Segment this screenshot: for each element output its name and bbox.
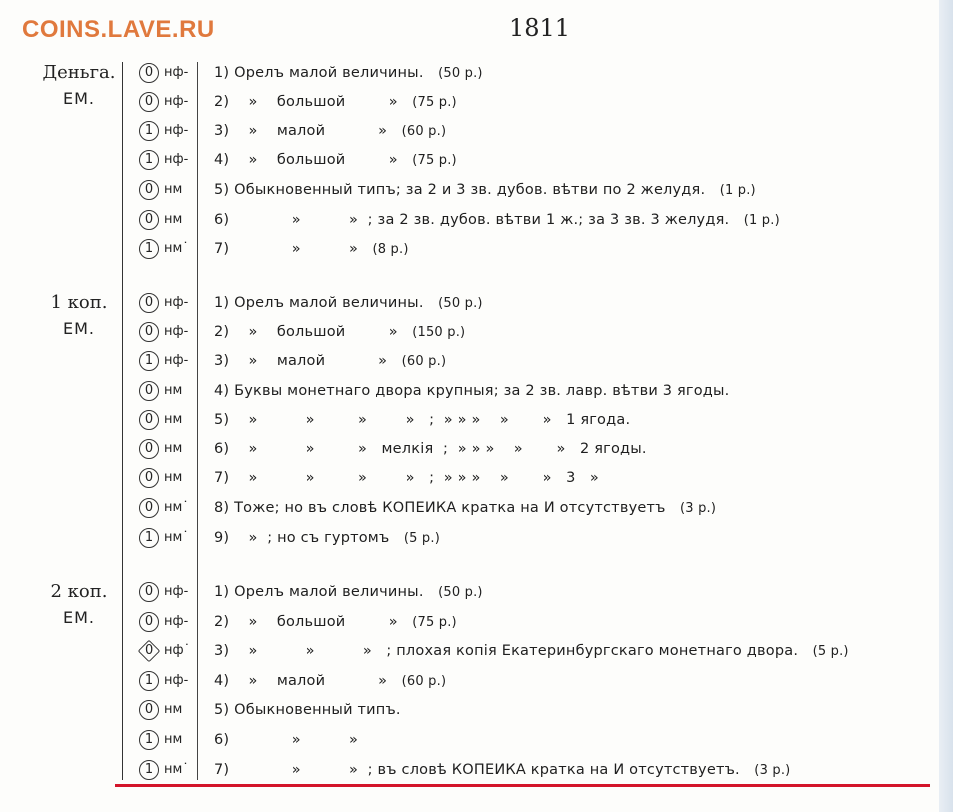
rarity-value: 0: [144, 470, 154, 485]
rarity-diamond-badge: [138, 640, 161, 663]
entry-text: 5) Обыкновенный типъ.: [214, 702, 401, 718]
rarity-circle-badge: [139, 700, 159, 720]
rarity-value: 0: [144, 584, 154, 599]
rarity-circle-badge: [139, 439, 159, 459]
rarity-value: 1: [144, 123, 154, 138]
entry-text: 5) » » » » ; » » » » » 1 ягода.: [214, 412, 631, 428]
rarity-value: 0: [144, 441, 154, 456]
entry-text: 9) » ; но съ гуртомъ: [214, 530, 390, 546]
catalog-entry: [136, 759, 936, 787]
entry-text: 1) Орелъ малой величины.: [214, 65, 424, 81]
rarity-value: 1: [144, 762, 154, 777]
entry-text: 7) » » » » ; » » » » » 3 »: [214, 470, 600, 486]
entry-code: нм: [164, 470, 183, 485]
entry-description: [214, 238, 409, 261]
entry-price: (1 р.): [743, 213, 780, 228]
entry-code: нм˙: [164, 762, 189, 777]
rarity-value: 0: [144, 702, 154, 717]
entry-text: 4) » малой »: [214, 673, 388, 689]
entry-code: нм: [164, 441, 183, 456]
rarity-circle-badge: [139, 528, 159, 548]
entry-description: [214, 409, 630, 431]
rarity-circle-badge: [139, 671, 159, 691]
entry-code: нм: [164, 383, 183, 398]
entry-code: нф-: [164, 353, 189, 368]
rarity-value: 0: [144, 94, 154, 109]
rarity-circle-badge: [139, 410, 159, 430]
entry-text: 3) » малой »: [214, 353, 388, 369]
left-rule: [122, 62, 123, 780]
entry-description: [214, 91, 457, 114]
entry-price: (60 р.): [401, 124, 447, 139]
catalog-entry: [136, 640, 936, 668]
catalog-entry: [136, 527, 936, 555]
entry-code: нф-: [164, 123, 189, 138]
entry-price: (75 р.): [412, 153, 457, 168]
catalog-entry: [136, 62, 936, 90]
entry-text: 6) » » » мелкія ; » » » » » 2 ягоды.: [214, 441, 647, 457]
entry-description: [214, 759, 790, 782]
entry-price: (5 р.): [812, 644, 849, 659]
entry-price: (50 р.): [438, 66, 483, 81]
section-mint: ЕМ.: [63, 608, 95, 627]
catalog-entry: [136, 380, 936, 408]
catalog-entry: [136, 179, 936, 207]
entry-description: [214, 292, 483, 315]
rarity-circle-badge: [139, 293, 159, 313]
entry-text: 3) » » » ; плохая копія Екатеринбургскаго монетнаго двора.: [214, 643, 799, 659]
entry-code: нм: [164, 212, 183, 227]
red-underline-highlight: [115, 784, 930, 787]
rarity-value: 1: [144, 732, 154, 747]
entry-text: 5) Обыкновенный типъ; за 2 и 3 зв. дубов. вѣтви по 2 желудя.: [214, 182, 706, 198]
entry-code: нф-: [164, 94, 189, 109]
rarity-value: 0: [144, 212, 154, 227]
section-title: 2 коп.: [50, 581, 108, 602]
entry-text: 7) » » ; въ словѣ КОПЕИКА кратка на И отсутствуетъ.: [214, 762, 740, 778]
entry-code: нм: [164, 702, 183, 717]
entry-price: (3 р.): [754, 763, 791, 778]
entry-text: 2) » большой »: [214, 614, 398, 630]
rarity-circle-badge: [139, 730, 159, 750]
entry-description: [214, 120, 446, 143]
entry-description: [214, 699, 401, 721]
entry-code: нф-: [164, 324, 189, 339]
entry-description: [214, 62, 483, 85]
entry-text: 3) » малой »: [214, 123, 388, 139]
entry-description: [214, 729, 358, 751]
entry-description: [214, 149, 457, 172]
rarity-circle-badge: [139, 582, 159, 602]
rarity-circle-badge: [139, 180, 159, 200]
catalog-entry: [136, 467, 936, 495]
entry-description: [214, 497, 716, 520]
catalog-entry: [136, 350, 936, 378]
entry-description: [214, 640, 849, 663]
section-label-2kop: [40, 579, 118, 631]
entry-code: нф-: [164, 295, 189, 310]
catalog-entry: [136, 581, 936, 609]
rarity-circle-badge: [139, 612, 159, 632]
entry-text: 4) Буквы монетнаго двора крупныя; за 2 зв. лавр. вѣтви 3 ягоды.: [214, 383, 730, 399]
entry-price: (1 р.): [719, 183, 756, 198]
rarity-value: 0: [144, 643, 154, 658]
entry-text: 4) » большой »: [214, 152, 398, 168]
entry-price: (50 р.): [438, 585, 483, 600]
entry-text: 2) » большой »: [214, 94, 398, 110]
entry-description: [214, 527, 440, 550]
rarity-value: 0: [144, 383, 154, 398]
section-label-1kop: [40, 290, 118, 342]
entry-code: нм˙: [164, 530, 189, 545]
catalog-entry: [136, 149, 936, 177]
section-title: Деньга.: [42, 62, 116, 83]
rarity-circle-badge: [139, 150, 159, 170]
rarity-circle-badge: [139, 381, 159, 401]
entry-price: (75 р.): [412, 95, 457, 110]
site-watermark: COINS.LAVE.RU: [22, 16, 215, 43]
entry-code: нм: [164, 732, 183, 747]
rarity-value: 1: [144, 241, 154, 256]
section-mint: ЕМ.: [63, 319, 95, 338]
entry-description: [214, 581, 483, 604]
rarity-value: 1: [144, 353, 154, 368]
rarity-value: 0: [144, 324, 154, 339]
entry-description: [214, 179, 756, 202]
catalog-entry: [136, 292, 936, 320]
rarity-value: 0: [144, 500, 154, 515]
entry-price: (5 р.): [403, 531, 440, 546]
entry-text: 8) Тоже; но въ словѣ КОПЕИКА кратка на И отсутствуетъ: [214, 500, 666, 516]
rarity-value: 1: [144, 530, 154, 545]
catalog-entry: [136, 497, 936, 525]
entry-description: [214, 670, 446, 693]
catalog-entry: [136, 409, 936, 437]
entry-price: (150 р.): [412, 325, 466, 340]
catalog-entry: [136, 209, 936, 237]
entry-text: 6) » »: [214, 732, 359, 748]
catalog-entry: [136, 699, 936, 727]
rarity-circle-badge: [139, 498, 159, 518]
rarity-circle-badge: [139, 239, 159, 259]
entry-code: нм: [164, 182, 183, 197]
entry-price: (60 р.): [401, 674, 447, 689]
page-edge: [939, 0, 953, 812]
entry-price: (75 р.): [412, 615, 457, 630]
catalog-entry: [136, 611, 936, 639]
entry-description: [214, 350, 446, 373]
section-title: 1 коп.: [50, 292, 108, 313]
rarity-value: 0: [144, 295, 154, 310]
rarity-value: 0: [144, 614, 154, 629]
entry-text: 6) » » ; за 2 зв. дубов. вѣтви 1 ж.; за 3 зв. 3 желудя.: [214, 212, 730, 228]
entry-text: 7) » »: [214, 241, 359, 257]
page-year-heading: 1811: [509, 14, 571, 42]
rarity-circle-badge: [139, 210, 159, 230]
rarity-value: 0: [144, 182, 154, 197]
entry-code: нм˙: [164, 241, 189, 256]
section-mint: ЕМ.: [63, 89, 95, 108]
rarity-value: 0: [144, 412, 154, 427]
rarity-circle-badge: [139, 468, 159, 488]
entry-description: [214, 611, 457, 634]
entry-text: 1) Орелъ малой величины.: [214, 295, 424, 311]
entry-price: (8 р.): [372, 242, 409, 257]
entry-description: [214, 321, 465, 344]
rarity-circle-badge: [139, 760, 159, 780]
section-label-denga: [40, 60, 118, 112]
entry-text: 2) » большой »: [214, 324, 398, 340]
rarity-circle-badge: [139, 121, 159, 141]
entry-code: нм˙: [164, 500, 189, 515]
catalog-entry: [136, 438, 936, 466]
entry-code: нф-: [164, 65, 189, 80]
entry-price: (50 р.): [438, 296, 483, 311]
catalog-entry: [136, 729, 936, 757]
entry-description: [214, 209, 780, 232]
entry-code: нф-: [164, 614, 189, 629]
catalog-entry: [136, 238, 936, 266]
entry-price: (60 р.): [401, 354, 447, 369]
entry-price: (3 р.): [680, 501, 717, 516]
catalog-entry: [136, 91, 936, 119]
rarity-circle-badge: [139, 322, 159, 342]
rarity-value: 1: [144, 152, 154, 167]
rarity-circle-badge: [139, 63, 159, 83]
entry-code: нф˙: [164, 643, 191, 658]
entry-code: нф-: [164, 584, 189, 599]
entry-code: нф-: [164, 673, 189, 688]
entry-code: нф-: [164, 152, 189, 167]
rarity-circle-badge: [139, 92, 159, 112]
entry-description: [214, 467, 599, 489]
entry-description: [214, 380, 730, 402]
catalog-entry: [136, 670, 936, 698]
rarity-value: 1: [144, 673, 154, 688]
catalog-entry: [136, 321, 936, 349]
rarity-value: 0: [144, 65, 154, 80]
catalog-entry: [136, 120, 936, 148]
rarity-circle-badge: [139, 351, 159, 371]
entry-description: [214, 438, 647, 460]
entry-text: 1) Орелъ малой величины.: [214, 584, 424, 600]
entry-code: нм: [164, 412, 183, 427]
